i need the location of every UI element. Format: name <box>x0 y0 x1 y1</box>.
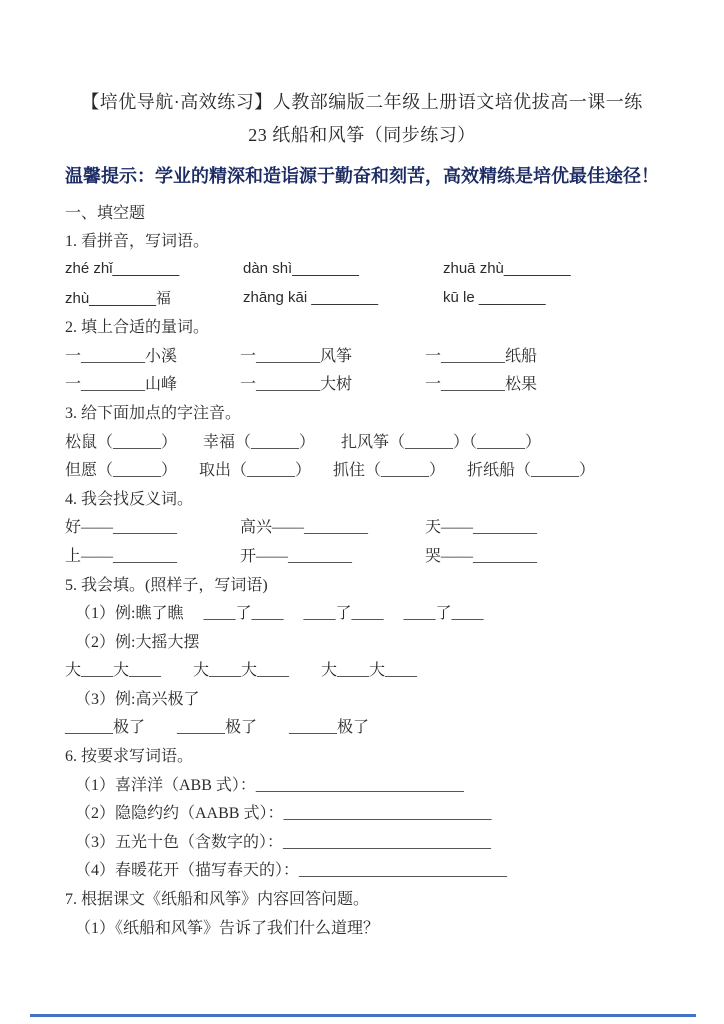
question-7-item-1: （1）《纸船和风筝》告诉了我们什么道理？ <box>75 919 380 937</box>
question-1-row-2 <box>65 283 696 312</box>
antonym-blank: 哭——________ <box>425 547 538 565</box>
pronunciation-blank: 但愿（______） <box>65 462 178 480</box>
question-5-item-1: （1）例:瞧了瞧 ____了____ ____了____ ____了____ <box>75 605 484 623</box>
pronunciation-blank: 松鼠（______） <box>65 433 178 451</box>
question-6-item-2: （2）隐隐约约（AABB 式）：__________________________ <box>75 805 492 823</box>
measure-word-blank: 一________纸船 <box>425 347 538 365</box>
question-1-row-1 <box>65 254 696 283</box>
antonym-blank: 天——________ <box>425 519 538 537</box>
question-4-heading: 4. 我会找反义词。 <box>65 490 194 508</box>
question-4-row-2 <box>65 540 696 569</box>
question-3-row-2 <box>65 454 696 483</box>
question-5-item-3-blanks: ______极了 ______极了 ______极了 <box>65 719 370 737</box>
doc-title: 【培优导航·高效练习】人教部编版二年级上册语文培优拔高一课一练 <box>81 92 643 112</box>
section-1-heading: 一、填空题 <box>65 204 146 222</box>
question-3-row-1 <box>65 426 696 455</box>
footer-rule <box>30 1014 696 1017</box>
question-5-item-3-label: （3）例:高兴极了 <box>75 690 200 708</box>
question-3-heading: 3. 给下面加点的字注音。 <box>65 404 242 422</box>
question-6-heading: 6. 按要求写词语。 <box>65 748 194 766</box>
pronunciation-blank: 取出（______） <box>199 462 312 480</box>
question-2-heading: 2. 填上合适的量词。 <box>65 319 210 337</box>
question-1-heading: 1. 看拼音，写词语。 <box>65 233 210 251</box>
measure-word-blank: 一________松果 <box>425 376 538 394</box>
question-6-item-4: （4）春暖花开（描写春天的）：__________________________ <box>75 862 508 880</box>
question-6-item-3: （3）五光十色（含数字的）：__________________________ <box>75 833 492 851</box>
measure-word-blank: 一________风筝 <box>240 347 353 365</box>
question-5-item-2-blanks: 大____大____ 大____大____ 大____大____ <box>65 662 418 680</box>
antonym-blank: 高兴——________ <box>240 519 369 537</box>
pronunciation-blank: 折纸船（______） <box>467 462 596 480</box>
antonym-blank: 开——________ <box>240 547 353 565</box>
pinyin-blank: zhuā zhù________ <box>443 259 571 277</box>
pinyin-blank: kū le ________ <box>443 288 546 306</box>
pronunciation-blank: 幸福（______） <box>203 433 316 451</box>
pinyin-blank: zhāng kāi ________ <box>243 288 379 306</box>
worksheet-body <box>0 197 724 940</box>
question-2-row-2 <box>65 369 696 398</box>
antonym-blank: 好——________ <box>65 519 178 537</box>
pronunciation-blank: 抓住（______） <box>333 462 446 480</box>
pronunciation-blank: 扎风筝（______）（______） <box>341 433 542 451</box>
question-5-item-2-label: （2）例:大摇大摆 <box>75 633 200 651</box>
question-7-heading: 7. 根据课文《纸船和风筝》内容回答问题。 <box>65 891 370 909</box>
pinyin-blank: dàn shì________ <box>243 259 359 277</box>
question-4-row-1 <box>65 512 696 541</box>
pinyin-blank: zhé zhǐ________ <box>65 259 180 277</box>
measure-word-blank: 一________小溪 <box>65 347 178 365</box>
question-5-heading: 5. 我会填。(照样子，写词语) <box>65 576 268 594</box>
question-6-item-1: （1）喜洋洋（ABB 式）：__________________________ <box>75 776 464 794</box>
pinyin-blank: zhù________福 <box>65 289 171 307</box>
tip-banner: 温馨提示：学业的精深和造诣源于勤奋和刻苦，高效精练是培优最佳途径！ <box>65 166 659 186</box>
question-2-row-1 <box>65 340 696 369</box>
measure-word-blank: 一________大树 <box>240 376 353 394</box>
measure-word-blank: 一________山峰 <box>65 376 178 394</box>
doc-subtitle: 23 纸船和风筝（同步练习） <box>248 125 476 145</box>
antonym-blank: 上——________ <box>65 547 178 565</box>
